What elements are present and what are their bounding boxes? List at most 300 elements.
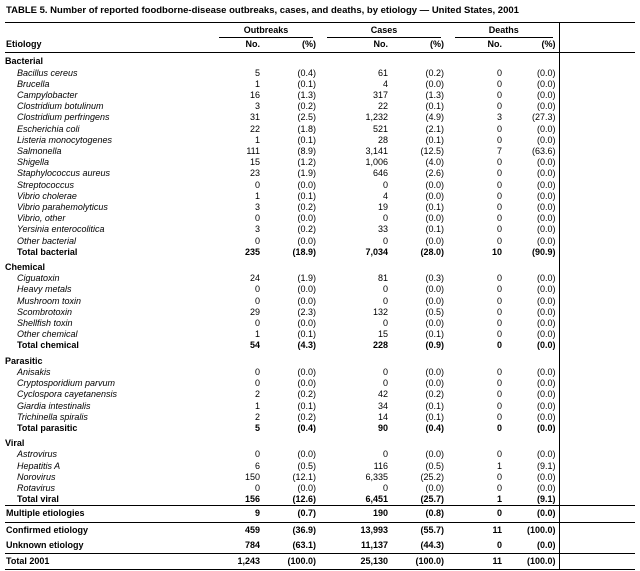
- etiology-cell: Vibrio, other: [17, 213, 66, 224]
- value-cell: (0.8): [391, 506, 447, 522]
- spacer-cell: [559, 340, 635, 351]
- table-row: [5, 224, 635, 235]
- etiology-cell: Shellfish toxin: [17, 318, 73, 329]
- value-cell: 34: [377, 400, 388, 411]
- etiology-cell: Rotavirus: [17, 482, 56, 493]
- table-row: [5, 273, 635, 284]
- value-cell: (0.1): [425, 329, 444, 340]
- value-cell: (0.0): [537, 90, 556, 101]
- spacer-cell: [559, 378, 635, 389]
- value-cell: 156: [244, 494, 260, 505]
- value-cell: (55.7): [391, 522, 447, 538]
- value-cell: (0.0): [537, 482, 556, 493]
- section-header-row: [5, 352, 635, 367]
- etiology-cell: Scombrotoxin: [17, 306, 73, 317]
- value-cell: (0.0): [425, 235, 444, 246]
- value-cell: 0: [496, 422, 502, 433]
- value-cell: 0: [496, 123, 502, 134]
- value-cell: (36.9): [263, 522, 319, 538]
- spacer-cell: [559, 79, 635, 90]
- value-cell: (27.3): [532, 112, 556, 123]
- value-cell: 111: [246, 146, 260, 157]
- value-cell: 5: [254, 422, 260, 433]
- value-cell: (0.0): [537, 213, 556, 224]
- value-cell: 0: [496, 273, 502, 284]
- value-cell: 1: [254, 329, 260, 340]
- etiology-cell: Bacillus cereus: [17, 67, 78, 78]
- value-cell: 0: [496, 400, 502, 411]
- table-row: [5, 329, 635, 340]
- table-header: [5, 23, 635, 53]
- value-cell: (1.3): [297, 90, 316, 101]
- value-cell: 7: [496, 146, 502, 157]
- value-cell: (0.1): [297, 134, 316, 145]
- value-cell: 54: [249, 340, 260, 351]
- outbreaks-group-label: Outbreaks: [219, 25, 313, 38]
- spacer-cell: [559, 146, 635, 157]
- value-cell: (0.2): [297, 224, 316, 235]
- spacer-cell: [559, 522, 635, 538]
- value-cell: (25.7): [420, 494, 444, 505]
- value-cell: 0: [496, 295, 502, 306]
- value-cell: 1,006: [365, 157, 388, 168]
- value-cell: (0.0): [505, 506, 559, 522]
- value-cell: 459: [211, 522, 263, 538]
- value-cell: 0: [254, 213, 260, 224]
- value-cell: 5: [254, 67, 260, 78]
- table-row: [5, 101, 635, 112]
- etiology-cell: Listeria monocytogenes: [17, 134, 113, 145]
- value-cell: 0: [496, 378, 502, 389]
- value-cell: (9.1): [537, 460, 556, 471]
- value-cell: 9: [211, 506, 263, 522]
- value-cell: (0.0): [297, 284, 316, 295]
- value-cell: (0.0): [537, 306, 556, 317]
- table-row: [5, 449, 635, 460]
- value-cell: 190: [319, 506, 391, 522]
- value-cell: 6,335: [365, 471, 388, 482]
- value-cell: (0.7): [263, 506, 319, 522]
- cases-group-label: Cases: [327, 25, 441, 38]
- value-cell: (0.9): [425, 340, 444, 351]
- value-cell: (25.2): [420, 471, 444, 482]
- value-cell: (100.0): [263, 553, 319, 569]
- value-cell: 0: [496, 366, 502, 377]
- etiology-cell: Clostridium botulinum: [17, 101, 104, 112]
- value-cell: (100.0): [505, 522, 559, 538]
- value-cell: 42: [377, 389, 388, 400]
- value-cell: (0.4): [425, 422, 444, 433]
- etiology-cell: Cyclospora cayetanensis: [17, 389, 118, 400]
- value-cell: 15: [377, 329, 388, 340]
- spacer-cell: [559, 213, 635, 224]
- value-cell: (0.2): [297, 411, 316, 422]
- value-cell: (0.0): [537, 411, 556, 422]
- value-cell: 25,130: [319, 553, 391, 569]
- value-cell: (0.4): [297, 67, 316, 78]
- sub-header-row: [5, 38, 635, 53]
- value-cell: (0.0): [537, 224, 556, 235]
- value-cell: (2.6): [425, 168, 444, 179]
- value-cell: 2: [254, 411, 260, 422]
- etiology-cell: Total 2001: [5, 553, 211, 569]
- value-cell: 1,243: [211, 553, 263, 569]
- value-cell: 0: [447, 506, 505, 522]
- etiology-cell: Streptococcus: [17, 179, 75, 190]
- spacer-cell: [559, 389, 635, 400]
- value-cell: 19: [377, 202, 388, 213]
- value-cell: (100.0): [391, 553, 447, 569]
- spacer-cell: [559, 367, 635, 378]
- value-cell: 0: [496, 67, 502, 78]
- etiology-column-header: Etiology: [5, 38, 211, 53]
- table-row: [5, 284, 635, 295]
- value-cell: (90.9): [532, 246, 556, 257]
- section-title: Chemical: [5, 262, 46, 273]
- etiology-cell: Total viral: [17, 494, 59, 505]
- value-cell: (12.1): [292, 471, 316, 482]
- value-cell: (1.3): [425, 90, 444, 101]
- table-row: [5, 472, 635, 483]
- value-cell: 0: [254, 179, 260, 190]
- value-cell: (0.0): [425, 295, 444, 306]
- value-cell: (0.5): [425, 460, 444, 471]
- table-row: [5, 307, 635, 318]
- value-cell: 0: [382, 482, 388, 493]
- spacer-cell: [559, 352, 635, 367]
- value-cell: (0.0): [537, 101, 556, 112]
- spacer-cell: [559, 483, 635, 494]
- value-cell: 1: [496, 460, 502, 471]
- spacer-cell: [559, 284, 635, 295]
- value-cell: 0: [382, 449, 388, 460]
- value-cell: (0.1): [425, 224, 444, 235]
- value-cell: (0.1): [297, 400, 316, 411]
- table-row: [5, 412, 635, 423]
- value-cell: 0: [382, 378, 388, 389]
- value-cell: 4: [382, 78, 388, 89]
- value-cell: 0: [496, 235, 502, 246]
- cases-no-header: No.: [319, 38, 391, 53]
- value-cell: 3: [254, 202, 260, 213]
- value-cell: (4.3): [297, 340, 316, 351]
- section-header-row: [5, 53, 635, 68]
- value-cell: (0.0): [425, 284, 444, 295]
- table-row: [5, 135, 635, 146]
- value-cell: (0.0): [537, 157, 556, 168]
- value-cell: 116: [373, 460, 388, 471]
- value-cell: 0: [496, 224, 502, 235]
- value-cell: 0: [382, 295, 388, 306]
- section-title: Bacterial: [5, 56, 44, 67]
- spacer-cell: [559, 90, 635, 101]
- value-cell: 11,137: [360, 539, 388, 550]
- value-cell: (1.9): [297, 168, 316, 179]
- etiology-cell: Staphylococcus aureus: [17, 168, 111, 179]
- value-cell: (0.0): [425, 179, 444, 190]
- value-cell: 14: [377, 411, 388, 422]
- etiology-cell: Hepatitis A: [17, 460, 61, 471]
- value-cell: 11: [447, 553, 505, 569]
- value-cell: 24: [249, 273, 260, 284]
- value-cell: (0.2): [425, 67, 444, 78]
- cases-pct-header: (%): [391, 38, 447, 53]
- etiology-cell: Astrovirus: [17, 449, 58, 460]
- spacer-cell: [559, 538, 635, 554]
- value-cell: 0: [496, 482, 502, 493]
- outbreaks-pct-header: (%): [263, 38, 319, 53]
- value-cell: (0.1): [425, 202, 444, 213]
- spacer-cell: [559, 247, 635, 258]
- etiology-cell: Anisakis: [17, 366, 51, 377]
- value-cell: 0: [496, 329, 502, 340]
- table-title: TABLE 5. Number of reported foodborne-disease outbreaks, cases, and deaths, by etiology — United States, 2001: [5, 3, 635, 23]
- value-cell: (4.9): [425, 112, 444, 123]
- value-cell: (0.0): [297, 295, 316, 306]
- value-cell: 4: [382, 190, 388, 201]
- value-cell: 1,232: [365, 112, 388, 123]
- value-cell: 0: [496, 539, 502, 550]
- spacer-cell: [559, 135, 635, 146]
- value-cell: (0.0): [425, 318, 444, 329]
- value-cell: 90: [377, 422, 388, 433]
- etiology-cell: Salmonella: [17, 146, 62, 157]
- value-cell: (0.0): [537, 168, 556, 179]
- table-row: [5, 236, 635, 247]
- value-cell: (0.0): [537, 78, 556, 89]
- spacer-cell: [559, 318, 635, 329]
- etiology-cell: Yersinia enterocolitica: [17, 224, 105, 235]
- table-row: [5, 157, 635, 168]
- value-cell: (0.0): [537, 67, 556, 78]
- table-row: [5, 553, 635, 569]
- table-row: [5, 124, 635, 135]
- spacer-cell: [559, 168, 635, 179]
- value-cell: (8.9): [297, 146, 316, 157]
- value-cell: (0.2): [297, 389, 316, 400]
- value-cell: (1.9): [297, 273, 316, 284]
- table-row: [5, 461, 635, 472]
- value-cell: (0.2): [297, 202, 316, 213]
- table-row: [5, 68, 635, 79]
- value-cell: 646: [372, 168, 388, 179]
- spacer-cell: [559, 101, 635, 112]
- value-cell: 81: [377, 273, 388, 284]
- section-header-row: [5, 258, 635, 273]
- value-cell: (12.5): [420, 146, 444, 157]
- etiology-group-spacer: [5, 23, 211, 38]
- value-cell: (0.5): [297, 460, 316, 471]
- spacer-cell: [559, 38, 635, 53]
- spacer-cell: [559, 157, 635, 168]
- spacer-cell: [559, 461, 635, 472]
- deaths-pct-header: (%): [505, 38, 559, 53]
- value-cell: (2.1): [425, 123, 444, 134]
- spacer-cell: [559, 401, 635, 412]
- etiology-cell: Total chemical: [17, 340, 79, 351]
- value-cell: 2: [254, 389, 260, 400]
- value-cell: (0.0): [425, 213, 444, 224]
- value-cell: (0.0): [537, 539, 556, 550]
- table-row: [5, 168, 635, 179]
- value-cell: 0: [496, 340, 502, 351]
- spacer-cell: [559, 124, 635, 135]
- spacer-cell: [559, 236, 635, 247]
- table-row: [5, 340, 635, 351]
- value-cell: 6,451: [365, 494, 388, 505]
- spacer-cell: [559, 307, 635, 318]
- etiology-cell: Multiple etiologies: [5, 506, 211, 522]
- etiology-cell: Unknown etiology: [6, 539, 84, 550]
- etiology-cell: Total bacterial: [17, 246, 78, 257]
- table-row: [5, 318, 635, 329]
- value-cell: (0.0): [537, 318, 556, 329]
- value-cell: 7,034: [365, 246, 388, 257]
- value-cell: 0: [496, 318, 502, 329]
- table-row: [5, 213, 635, 224]
- value-cell: 0: [382, 366, 388, 377]
- value-cell: (0.0): [537, 340, 556, 351]
- value-cell: (4.0): [425, 157, 444, 168]
- value-cell: (63.1): [292, 539, 316, 550]
- value-cell: 1: [254, 134, 260, 145]
- spacer-cell: [559, 273, 635, 284]
- table-row: [5, 79, 635, 90]
- value-cell: (0.2): [297, 101, 316, 112]
- value-cell: (100.0): [505, 553, 559, 569]
- value-cell: (0.0): [297, 378, 316, 389]
- value-cell: (0.0): [537, 329, 556, 340]
- table-row: [5, 389, 635, 400]
- value-cell: 0: [254, 284, 260, 295]
- spacer-cell: [559, 472, 635, 483]
- value-cell: (0.0): [537, 123, 556, 134]
- spacer-cell: [559, 53, 635, 68]
- spacer-cell: [559, 68, 635, 79]
- column-group-deaths: [447, 23, 559, 38]
- value-cell: 61: [377, 67, 388, 78]
- spacer-cell: [559, 553, 635, 569]
- spacer-cell: [559, 449, 635, 460]
- value-cell: 1: [254, 400, 260, 411]
- value-cell: 13,993: [319, 522, 391, 538]
- deaths-no-header: No.: [447, 38, 505, 53]
- value-cell: 235: [244, 246, 260, 257]
- spacer-cell: [559, 434, 635, 449]
- value-cell: (0.0): [537, 235, 556, 246]
- group-header-row: [5, 23, 635, 38]
- value-cell: (0.1): [425, 134, 444, 145]
- value-cell: 15: [249, 157, 260, 168]
- value-cell: 3: [254, 224, 260, 235]
- value-cell: 0: [254, 482, 260, 493]
- value-cell: 1: [496, 494, 502, 505]
- value-cell: 0: [496, 202, 502, 213]
- value-cell: 0: [382, 235, 388, 246]
- table-row: [5, 191, 635, 202]
- value-cell: (0.0): [297, 482, 316, 493]
- spacer-cell: [559, 412, 635, 423]
- value-cell: (12.6): [292, 494, 316, 505]
- value-cell: 0: [496, 157, 502, 168]
- deaths-group-label: Deaths: [455, 25, 553, 38]
- value-cell: (0.0): [297, 235, 316, 246]
- value-cell: 3,141: [365, 146, 388, 157]
- value-cell: 317: [372, 90, 388, 101]
- value-cell: (0.3): [425, 273, 444, 284]
- value-cell: (0.1): [425, 101, 444, 112]
- table-row: [5, 378, 635, 389]
- value-cell: 0: [496, 78, 502, 89]
- value-cell: (0.0): [297, 213, 316, 224]
- spacer-cell: [559, 23, 635, 38]
- value-cell: (0.1): [425, 411, 444, 422]
- etiology-cell: Brucella: [17, 78, 50, 89]
- value-cell: 0: [254, 378, 260, 389]
- spacer-cell: [559, 296, 635, 307]
- spacer-cell: [559, 224, 635, 235]
- value-cell: (2.5): [297, 112, 316, 123]
- value-cell: (0.1): [297, 190, 316, 201]
- value-cell: (0.0): [297, 449, 316, 460]
- value-cell: (0.0): [537, 366, 556, 377]
- value-cell: (0.0): [537, 389, 556, 400]
- etiology-cell: Ciguatoxin: [17, 273, 60, 284]
- value-cell: 0: [382, 179, 388, 190]
- table-row: [5, 483, 635, 494]
- etiology-cell: Heavy metals: [17, 284, 72, 295]
- table-row: [5, 423, 635, 434]
- value-cell: 0: [496, 284, 502, 295]
- value-cell: 0: [496, 179, 502, 190]
- value-cell: 1: [254, 78, 260, 89]
- value-cell: (9.1): [537, 494, 556, 505]
- etiology-cell: Cryptosporidium parvum: [17, 378, 116, 389]
- value-cell: 31: [249, 112, 260, 123]
- value-cell: 1: [254, 190, 260, 201]
- value-cell: (18.9): [292, 246, 316, 257]
- spacer-cell: [559, 202, 635, 213]
- value-cell: 0: [496, 449, 502, 460]
- value-cell: (1.2): [297, 157, 316, 168]
- spacer-cell: [559, 494, 635, 506]
- value-cell: (44.3): [420, 539, 444, 550]
- etiology-cell: Other bacterial: [17, 235, 77, 246]
- value-cell: 0: [254, 366, 260, 377]
- value-cell: 150: [244, 471, 260, 482]
- value-cell: 33: [377, 224, 388, 235]
- spacer-cell: [559, 191, 635, 202]
- etiology-cell: Clostridium perfringens: [17, 112, 110, 123]
- table-row: [5, 90, 635, 101]
- value-cell: 3: [254, 101, 260, 112]
- value-cell: (0.1): [297, 329, 316, 340]
- value-cell: (0.1): [425, 400, 444, 411]
- value-cell: 22: [377, 101, 388, 112]
- value-cell: 28: [377, 134, 388, 145]
- etiology-cell: Campylobacter: [17, 90, 78, 101]
- value-cell: (0.0): [537, 273, 556, 284]
- table-row: [5, 367, 635, 378]
- value-cell: 22: [249, 123, 260, 134]
- etiology-cell: Total parasitic: [17, 422, 78, 433]
- value-cell: 0: [496, 389, 502, 400]
- value-cell: 0: [496, 471, 502, 482]
- value-cell: 0: [496, 306, 502, 317]
- column-group-cases: [319, 23, 447, 38]
- section-header-row: [5, 434, 635, 449]
- value-cell: (0.0): [425, 482, 444, 493]
